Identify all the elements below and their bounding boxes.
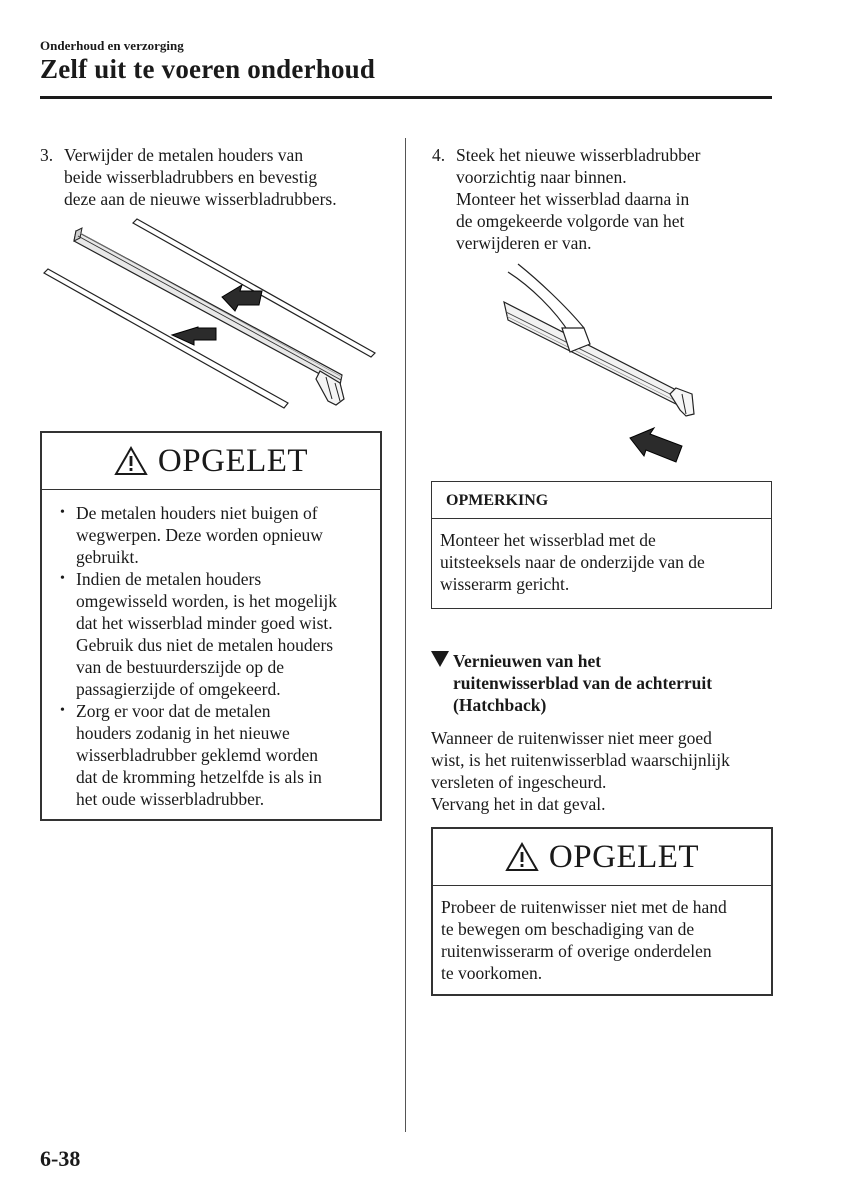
wiper-blade-insert-illustration xyxy=(500,262,705,467)
step-text: Steek het nieuwe wisserbladrubber voorzichtig naar binnen. Monteer het wisserblad daarna in de omgekeerde volgorde van het verwijderen er van. xyxy=(456,145,701,253)
rear-wiper-paragraph: Wanneer de ruitenwisser niet meer goed wist, is het ruitenwisserblad waarschijnlijk versleten of ingescheurd. Vervang het in dat geval. xyxy=(431,728,730,814)
caution-item: • Indien de metalen houders omgewisseld worden, is het mogelijk dat het wisserblad minder goed wist. Gebruik dus niet de metalen houders van de bestuurderszijde op de passagierzijde of omgekeerd. xyxy=(60,568,380,700)
step-text: Verwijder de metalen houders van beide wisserbladrubbers en bevestig deze aan de nieuwe wisserbladrubbers. xyxy=(64,145,337,209)
caution-title: OPGELET xyxy=(548,838,700,875)
caution-title: OPGELET xyxy=(157,442,309,479)
caution-item: • Zorg er voor dat de metalen houders zodanig in het nieuwe wisserbladrubber geklemd worden dat de kromming hetzelfde is als in het oude wisserbladrubber. xyxy=(60,700,380,810)
warning-triangle-icon xyxy=(505,842,539,872)
rear-wiper-subheading: Vernieuwen van het ruitenwisserblad van de achterruit (Hatchback) xyxy=(431,650,776,716)
note-text: Monteer het wisserblad met de uitsteeksels naar de onderzijde van de wisserarm gericht. xyxy=(440,530,705,594)
caution-box-left xyxy=(40,431,382,821)
step-3 xyxy=(40,144,390,210)
step-number: 4. xyxy=(432,145,446,165)
column-divider xyxy=(405,138,406,1132)
section-label: Onderhoud en verzorging xyxy=(40,38,184,53)
caution-item: • De metalen houders niet buigen of wegwerpen. Deze worden opnieuw gebruikt. xyxy=(60,502,380,568)
caution-header xyxy=(42,433,380,490)
note-box xyxy=(431,481,772,609)
caution-list xyxy=(42,490,380,810)
page-number: 6-38 xyxy=(40,1146,81,1171)
warning-triangle-icon xyxy=(114,446,148,476)
note-title: OPMERKING xyxy=(432,482,771,519)
step-4 xyxy=(432,144,777,254)
caution-header xyxy=(433,829,771,886)
step-number: 3. xyxy=(40,145,54,165)
wiper-rubber-holders-illustration xyxy=(40,215,385,415)
page-title: Zelf uit te voeren onderhoud xyxy=(40,54,376,84)
caution-text: Probeer de ruitenwisser niet met de hand te bewegen om beschadiging van de ruitenwisserarm of overige onderdelen te voorkomen. xyxy=(441,897,727,983)
title-divider xyxy=(40,96,772,99)
triangle-bullet-icon xyxy=(431,651,449,667)
caution-box-right xyxy=(431,827,773,996)
